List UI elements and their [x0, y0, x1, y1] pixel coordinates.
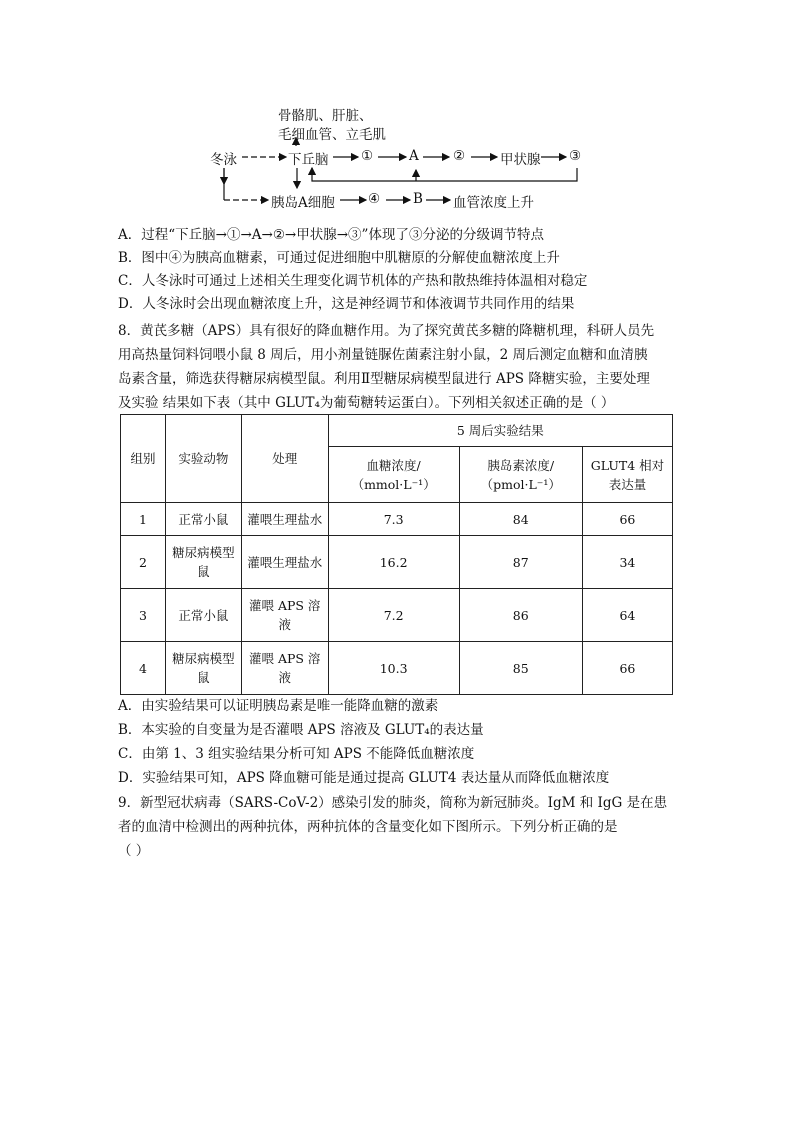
q8-option-a: A．由实验结果可以证明胰岛素是唯一能降血糖的激素 [118, 698, 439, 714]
node-2: ② [453, 148, 466, 164]
cell-treatment: 灌喂生理盐水 [241, 536, 328, 589]
cell-group: 4 [121, 642, 166, 695]
q8-stem-line: 8．黄芪多糖（APS）具有很好的降血糖作用。为了探究黄芪多糖的降糖机理，科研人员先 [118, 323, 655, 339]
effector-label-2: 毛细血管、立毛肌 [278, 127, 386, 143]
q7-option-c: C．人冬泳时可通过上述相关生理变化调节机体的产热和散热维持体温相对稳定 [118, 273, 588, 289]
cell-insulin: 86 [459, 589, 582, 642]
cell-group: 3 [121, 589, 166, 642]
cell-glut4: 66 [582, 642, 672, 695]
aps-results-table [120, 414, 673, 695]
node-thyroid: 甲状腺 [500, 152, 541, 168]
node-4: ④ [368, 191, 381, 207]
table-row [121, 503, 673, 536]
cell-animal: 正常小鼠 [166, 589, 242, 642]
q9-stem-line: 9．新型冠状病毒（SARS-CoV-2）感染引发的肺炎，简称为新冠肺炎。IgM 和 IgG 是在患 [118, 795, 668, 811]
cell-group: 2 [121, 536, 166, 589]
cell-glucose: 7.3 [328, 503, 459, 536]
effector-label-1: 骨骼肌、肝脏、 [278, 108, 373, 124]
header-glut4: GLUT4 相对表达量 [582, 447, 672, 503]
header-result: 5 周后实验结果 [328, 415, 672, 447]
header-insulin: 胰岛素浓度/（pmol·L⁻¹） [459, 447, 582, 503]
node-3: ③ [569, 148, 582, 164]
q9-answer-paren: （ ） [118, 843, 150, 859]
q8-option-d: D．实验结果可知，APS 降血糖可能是通过提高 GLUT4 表达量从而降低血糖浓度 [118, 770, 610, 786]
cell-glucose: 10.3 [328, 642, 459, 695]
header-treatment: 处理 [241, 415, 328, 503]
cell-treatment: 灌喂生理盐水 [241, 503, 328, 536]
q8-stem-line: 用高热量饲料饲喂小鼠 8 周后，用小剂量链脲佐菌素注射小鼠，2 周后测定血糖和血清胰 [118, 347, 648, 363]
q7-option-d: D．人冬泳时会出现血糖浓度上升，这是神经调节和体液调节共同作用的结果 [118, 296, 575, 312]
cell-treatment: 灌喂 APS 溶液 [241, 642, 328, 695]
node-blood-rise: 血管浓度上升 [453, 195, 534, 211]
header-group: 组别 [121, 415, 166, 503]
node-dongyong: 冬泳 [210, 152, 237, 168]
node-islet-a-cell: 胰岛A细胞 [271, 195, 335, 211]
diagram-arrows [0, 0, 794, 230]
cell-glut4: 34 [582, 536, 672, 589]
cell-animal: 正常小鼠 [166, 503, 242, 536]
cell-animal: 糖尿病模型鼠 [166, 536, 242, 589]
cell-treatment: 灌喂 APS 溶液 [241, 589, 328, 642]
q7-option-a: A．过程“下丘脑→①→A→②→甲状腺→③”体现了③分泌的分级调节特点 [118, 227, 544, 243]
q8-stem-line: 及实验 结果如下表（其中 GLUT₄为葡萄糖转运蛋白）。下列相关叙述正确的是（ ） [118, 395, 615, 411]
table-row [121, 589, 673, 642]
cell-group: 1 [121, 503, 166, 536]
header-animal: 实验动物 [166, 415, 242, 503]
node-hypothalamus: 下丘脑 [288, 152, 329, 168]
table-row [121, 642, 673, 695]
cell-insulin: 85 [459, 642, 582, 695]
cell-glut4: 64 [582, 589, 672, 642]
cell-animal: 糖尿病模型鼠 [166, 642, 242, 695]
node-A: A [409, 148, 419, 164]
node-1: ① [361, 148, 374, 164]
cell-glucose: 16.2 [328, 536, 459, 589]
node-B: B [413, 191, 423, 207]
q9-stem-line: 者的血清中检测出的两种抗体，两种抗体的含量变化如下图所示。下列分析正确的是 [118, 819, 618, 835]
cell-insulin: 84 [459, 503, 582, 536]
q8-stem-line: 岛素含量，筛选获得糖尿病模型鼠。利用Ⅱ型糖尿病模型鼠进行 APS 降糖实验，主要处理 [118, 371, 650, 387]
cell-insulin: 87 [459, 536, 582, 589]
q7-option-b: B．图中④为胰高血糖素，可通过促进细胞中肌糖原的分解使血糖浓度上升 [118, 250, 560, 266]
table-row [121, 536, 673, 589]
q8-option-b: B．本实验的自变量为是否灌喂 APS 溶液及 GLUT₄的表达量 [118, 722, 484, 738]
cell-glut4: 66 [582, 503, 672, 536]
header-glucose: 血糖浓度/（mmol·L⁻¹） [328, 447, 459, 503]
cell-glucose: 7.2 [328, 589, 459, 642]
q8-option-c: C．由第 1、3 组实验结果分析可知 APS 不能降低血糖浓度 [118, 746, 475, 762]
